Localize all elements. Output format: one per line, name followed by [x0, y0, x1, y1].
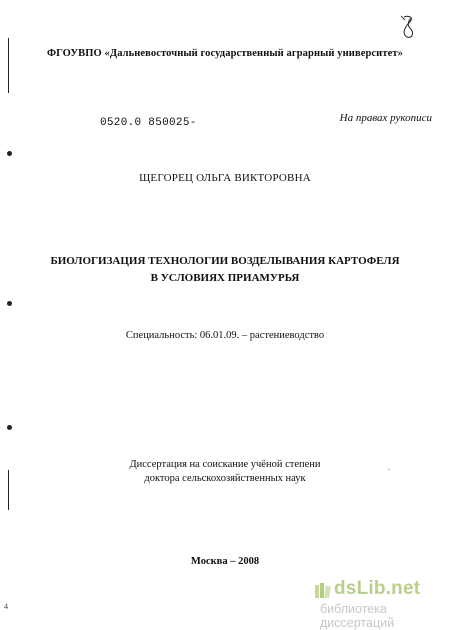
handwritten-mark — [398, 14, 420, 40]
scan-hole-mark — [7, 151, 12, 156]
title-line-1: БИОЛОГИЗАЦИЯ ТЕХНОЛОГИИ ВОЗДЕЛЫВАНИЯ КАРТОФЕЛЯ — [50, 255, 400, 267]
specialty: Специальность: 06.01.09. – растениеводство — [125, 330, 325, 341]
author-name: ЩЕГОРЕЦ ОЛЬГА ВИКТОРОВНА — [139, 172, 311, 184]
thesis-title — [0, 253, 450, 287]
scan-hole-mark — [7, 301, 12, 306]
scan-hole-mark — [7, 425, 12, 430]
title-line-2: В УСЛОВИЯХ ПРИАМУРЬЯ — [150, 272, 300, 284]
scan-edge-line — [8, 38, 9, 93]
archive-stamp-number: 0520.0 850025- — [100, 117, 197, 129]
degree-statement — [0, 458, 450, 486]
book-stack-icon — [314, 583, 332, 599]
edge-mark: 4 — [4, 602, 8, 611]
watermark-site: dsLib.net — [334, 578, 421, 599]
stray-mark: . — [388, 463, 390, 472]
rights-note: На правах рукописи — [339, 112, 432, 124]
degree-line-2: доктора сельскохозяйственных наук — [144, 473, 306, 484]
degree-line-1: Диссертация на соискание учёной степени — [129, 459, 321, 470]
watermark-caption: библиотека диссертаций — [320, 602, 395, 630]
city-year: Москва – 2008 — [190, 556, 260, 567]
organization-name: ФГОУВПО «Дальневосточный государственный аграрный университет» — [47, 48, 403, 59]
dslib-watermark[interactable] — [300, 578, 450, 630]
